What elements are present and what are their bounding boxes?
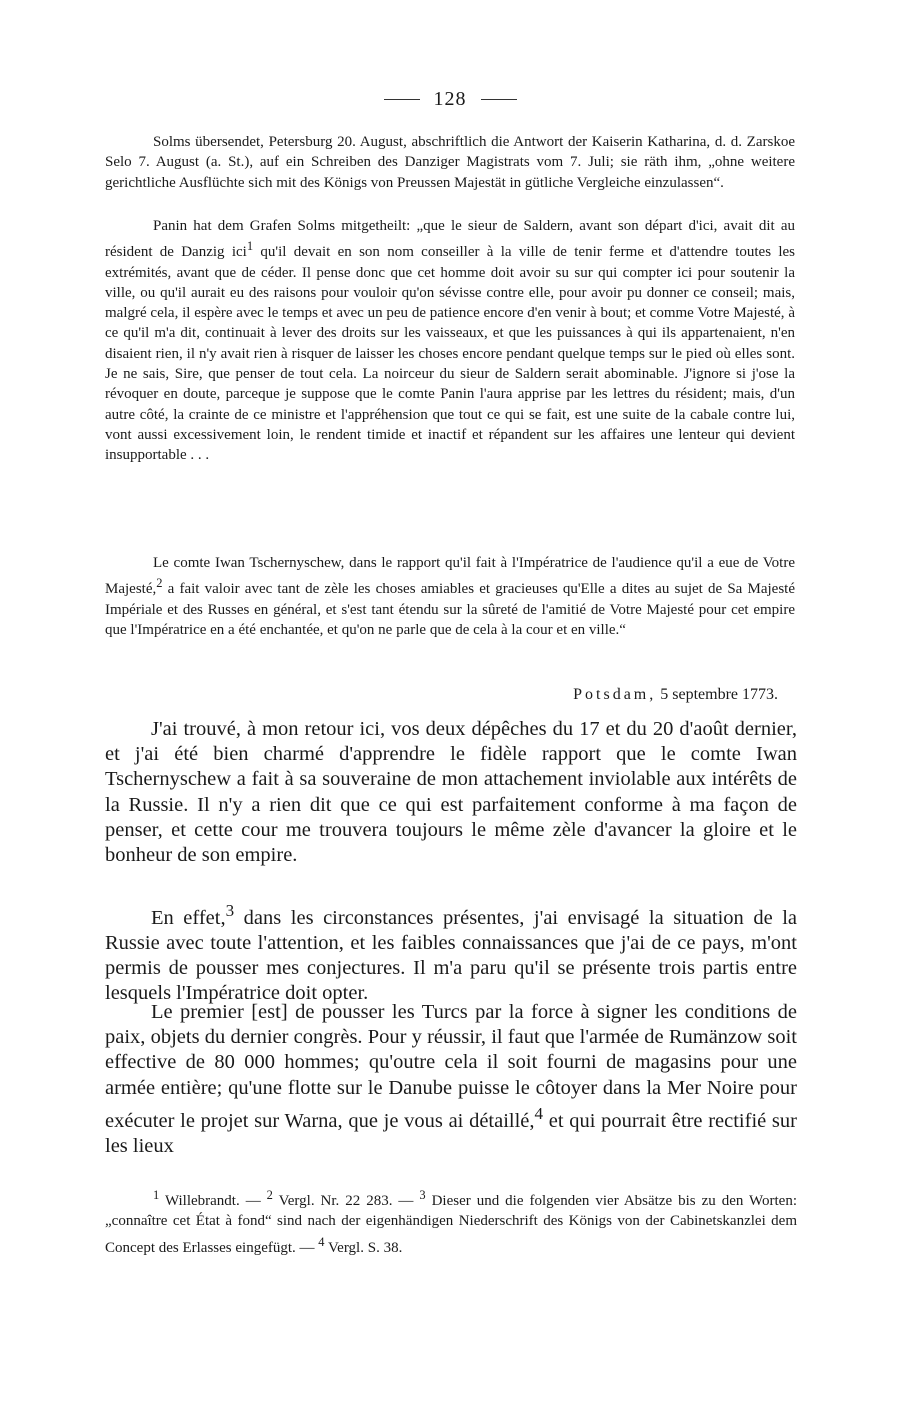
letter-paragraph-3-text-a: Le premier [est] de pousser les Turcs par la force à signer les conditions de paix, objets du dernier congrès. Pour y réussir, il faut que l'armée de Rumänzow soit effective de 80 000 hommes; qu'outre cela il soit fourni de magasins pour une armée entière; qu'une flotte sur le Danube puisse le côtoyer dans la Mer Noire pour exécuter le projet sur Warna, que je vous ai détaillé,	[105, 1001, 797, 1132]
dateline-date: 5 septembre 1773.	[656, 686, 778, 703]
footnote-mark-2: 2	[266, 1188, 273, 1202]
footnote-3: Dieser und die folgenden vier Absätze bis zu den Worten: „connaître cet État à fond“ sind nach der eigenhändigen Niederschrift des Königs von der Cabinetskanzlei dem Concept des Erlasses eingefügt. —	[105, 1193, 797, 1256]
footnote-2: Vergl. Nr. 22 283. —	[272, 1193, 420, 1209]
intro-paragraph-3-text-b: a fait valoir avec tant de zèle les choses amiables et gracieuses qu'Elle a dites au sujet de Sa Majesté Impériale et des Russes en général, et s'est tant étendu sur la sûreté de l'amitié de Votre Majesté pour cet empire que l'Impératrice en a été enchantée, et qu'on ne parle que de cela à la cour et en ville.“	[105, 581, 795, 638]
footnote-mark-3: 3	[419, 1188, 426, 1202]
letter-paragraph-3-text-b: et qui pourrait être rectifié sur les lieux	[105, 1109, 797, 1157]
intro-paragraph-1: Solms übersendet, Petersburg 20. August, abschriftlich die Antwort der Kaiserin Katharina, d. d. Zarskoe Selo 7. August (a. St.), auf ein Schreiben des Danziger Magistrats vom 7. Juli; sie räth ihm, „ohne weitere gerichtliche Ausflüchte sich mit des Königs von Preussen Majestät in gütliche Vergleiche einzulassen“.	[105, 134, 795, 191]
intro-paragraph-3-text-a: Le comte Iwan Tschernyschew, dans le rapport qu'il fait à l'Impératrice de l'audience qu'il a eue de Votre Majesté,	[105, 555, 795, 598]
header-rule-left	[384, 99, 420, 100]
footnote-ref-2: 2	[156, 576, 163, 591]
page-number: 128	[433, 88, 467, 110]
footnote-ref-1: 1	[246, 239, 254, 254]
footnote-ref-4: 4	[534, 1103, 544, 1123]
dateline-place: Potsdam,	[573, 686, 657, 703]
footnote-1: Willebrandt. —	[159, 1193, 267, 1209]
footnote-mark-1: 1	[153, 1188, 160, 1202]
footnotes	[105, 1185, 797, 1258]
letter-paragraph-2-text-a: En effet,	[151, 906, 226, 929]
intro-paragraph-2-text-b: qu'il devait en son nom conseiller à la ville de tenir ferme et d'attendre toutes les extrémités, avant que de céder. Il pense donc que cet homme doit avoir su sur qui compter ici pour soutenir la ville, ou qu'il aurait eu des raisons pour vouloir qu'on sévisse contre elle, pour avoir pu donner ce conseil; mais, malgré cela, il espère avec le temps et avec un peu de patience encore d'en venir à bout; et comme Votre Majesté, à ce qu'il m'a dit, continuait à lever des droits sur les vaisseaux, et que les puissances à qui ils appartenaient, n'en disaient rien, il n'y avait rien à risquer de laisser les choses encore pendant quelque temps sur le pied où elles sont. Je ne sais, Sire, que penser de tout cela. La noirceur du sieur de Saldern serait abominable. J'ignore si j'ose la révoquer en doute, parceque je suppose que le comte Panin l'aura apprise par les lettres du résident; mais, d'un autre côté, la crainte de ce ministre et l'appréhension que tout ce qui se fait, est une suite de la cabale contre lui, vont aussi excessivement loin, le rendent timide et inactif et répandent sur les affaires une lenteur qui devient insupportable . . .	[105, 244, 795, 464]
dateline	[573, 686, 778, 704]
intro-paragraph-2-text-a: Panin hat dem Grafen Solms mitgetheilt: „que le sieur de Saldern, avant son départ d'ici, avait dit au résident de Danzig ici	[105, 218, 795, 261]
footnote-4: Vergl. S. 38.	[324, 1239, 403, 1256]
footnote-mark-4: 4	[318, 1234, 325, 1249]
letter-paragraph-1: J'ai trouvé, à mon retour ici, vos deux dépêches du 17 et du 20 d'août dernier, et j'ai été bien charmé d'apprendre le fidèle rapport que le comte Iwan Tschernyschew a fait à sa souveraine de mon attachement inviolable aux intérêts de la Russie. Il n'y a rien dit que ce qui est parfaitement conforme à ma façon de penser, et cette cour me trouvera toujours le même zèle d'avancer la gloire et le bonheur de son empire.	[105, 718, 797, 867]
letter-paragraph-2	[105, 898, 797, 1007]
page-header	[0, 88, 900, 111]
header-rule-right	[481, 99, 517, 100]
intro-paragraph-2	[105, 216, 795, 466]
letter-paragraph-2-text-b: dans les circonstances présentes, j'ai envisagé la situation de la Russie avec toute l'attention, et les faibles connaissances que j'ai de ce pays, m'ont permis de pousser mes conjectures. Il m'a paru qu'il se présente trois partis entre lesquels l'Impératrice doit opter.	[105, 906, 797, 1005]
letter-paragraph-3	[105, 1000, 797, 1159]
intro-paragraph-3	[105, 553, 795, 640]
footnote-ref-3: 3	[225, 901, 235, 920]
